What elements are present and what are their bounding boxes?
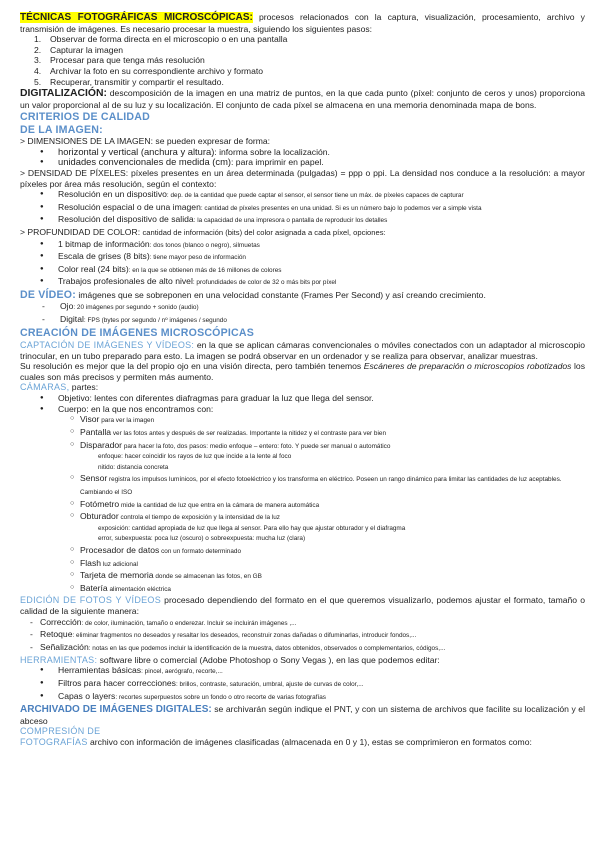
compresion-paragraph: FOTOGRAFÍAS archivo con información de imágenes clasificadas (almacenada en 0 y 1), estas se comprimieron en formatos como: bbox=[20, 737, 532, 748]
cuerpo-list bbox=[20, 414, 585, 595]
densidad-paragraph: > DENSIDAD DE PÍXELES: píxeles presentes en un área determinada (pulgadas) = ppp o ppi. La densidad nos conduce a la resolución: a mayor píxeles por área más resolución, según el contexto: bbox=[20, 167, 585, 189]
list-item: ● Cuerpo: en la que nos encontramos con: bbox=[20, 404, 585, 415]
list-item: ● Trabajos profesionales de alto nivel: profundidades de color de 32 o más bits por píxel bbox=[20, 276, 585, 289]
intro-text: procesos relacionados con la captura, visualización, procesamiento, archivo y transmisión de imágenes. Es necesario procesar la muestra, siguiendo los siguientes pasos: bbox=[20, 12, 585, 34]
video-paragraph: DE VÍDEO: imágenes que se sobreponen en una velocidad constante (Frames Per Second) y así creando crecimiento. bbox=[20, 288, 486, 301]
compresion-title-1: COMPRESIÓN DE bbox=[20, 726, 101, 737]
list-item: ● Resolución en un dispositivo: dep. de la cantidad que puede captar el sensor, el sensor tiene un máx. de píxeles capaces de capturar bbox=[20, 189, 585, 202]
resolucion-paragraph: Su resolución es mejor que la del propio ojo en una visión directa, pero también tenemos Escáneres de preparación o microscopios robotizados los cuales son más precisos y permiten más aumento. bbox=[20, 361, 586, 382]
edicion-title: EDICIÓN DE FOTOS Y VÍDEOS bbox=[20, 595, 162, 606]
list-item: ● horizontal y vertical (anchura y altura): informa sobre la localización. bbox=[20, 147, 585, 158]
list-item: ● Resolución del dispositivo de salida: la capacidad de una impresora o pantalla de reproducir los detalles bbox=[20, 214, 585, 227]
list-item: ○ Visor para ver la imagen bbox=[20, 414, 585, 427]
digitalizacion-text: descomposición de la imagen en una matriz de puntos, en la que cada punto (píxel: conjunto de ceros y unos) proporciona un valor proporcional al de su luz y su localización. El conjunto de cada píxel se almacena en una memoria denominada mapa de bons. bbox=[20, 88, 585, 110]
herramientas-title: HERRAMIENTAS: bbox=[20, 654, 98, 665]
list-item: ● Capas o layers: recortes superpuestos sobre un fondo o otro recorte de varias fotografías bbox=[20, 691, 585, 704]
list-item: 2. Capturar la imagen bbox=[34, 44, 124, 55]
video-list bbox=[20, 301, 585, 326]
archivado-title: ARCHIVADO DE IMÁGENES DIGITALES: bbox=[20, 704, 212, 716]
camaras-paragraph: CÁMARAS, partes: bbox=[20, 382, 99, 393]
video-title: DE VÍDEO: bbox=[20, 288, 76, 301]
herramientas-list bbox=[20, 665, 585, 703]
captacion-paragraph: CAPTACIÓN DE IMÁGENES Y VÍDEOS: en la que se aplican cámaras convencionales o móviles conectados con un adaptador al microscopio trinocular, en un tubo preparado para esto. La imagen se podrá observar en un ordenador y se realiza para observar, analizar muestras. bbox=[20, 339, 585, 361]
list-item: ● 1 bitmap de información: dos tonos (blanco o negro), silmuetas bbox=[20, 239, 585, 252]
criterios-heading-1: CRITERIOS DE CALIDAD bbox=[20, 111, 150, 124]
list-item: - Ojo: 20 imágenes por segundo + sonido (audio) bbox=[20, 301, 585, 314]
profundidad-paragraph: > PROFUNDIDAD DE COLOR: cantidad de información (bits) del color asignada a cada píxel, opciones: bbox=[20, 226, 386, 237]
list-item: ○ Fotómetro mide la cantidad de luz que entra en la cámara de manera automática bbox=[20, 499, 585, 512]
intro-title: TÉCNICAS FOTOGRÁFICAS MICROSCÓPICAS: bbox=[20, 12, 253, 23]
list-item: ○ Pantalla ver las fotos antes y después de ser realizadas. Importante la nitidez y el contraste para ver bien bbox=[20, 427, 585, 440]
captacion-title: CAPTACIÓN DE IMÁGENES Y VÍDEOS: bbox=[20, 339, 195, 350]
compresion-title-2: FOTOGRAFÍAS bbox=[20, 737, 88, 748]
list-item: ○ Procesador de datos con un formato determinado bbox=[20, 545, 585, 558]
list-item: 4. Archivar la foto en su correspondiente archivo y formato bbox=[34, 65, 264, 76]
digitalizacion-paragraph bbox=[20, 88, 585, 110]
list-item: ● Filtros para hacer correcciones: brillos, contraste, saturación, umbral, ajuste de curvas de color,... bbox=[20, 678, 585, 691]
dimensiones-lead: > DIMENSIONES DE LA IMAGEN: se pueden expresar de forma: bbox=[20, 136, 271, 147]
steps-list bbox=[20, 34, 585, 87]
archivado-paragraph: ARCHIVADO DE IMÁGENES DIGITALES: se archivarán según indique el PNT, y con un sistema de archivos que facilite su localización y el abceso bbox=[20, 704, 585, 726]
digitalizacion-title: DIGITALIZACIÓN: bbox=[20, 88, 107, 100]
criterios-heading-2: DE LA IMAGEN: bbox=[20, 123, 103, 136]
list-item: ● Objetivo: lentes con diferentes diafragmas para graduar la luz que llega del sensor. bbox=[20, 393, 585, 404]
list-item: ● unidades convencionales de medida (cm): para imprimir en papel. bbox=[20, 157, 585, 168]
list-item: ● Escala de grises (8 bits): tiene mayor peso de información bbox=[20, 251, 585, 264]
list-item: ○ Flash luz adicional bbox=[20, 558, 585, 571]
camaras-title: CÁMARAS, bbox=[20, 382, 70, 393]
edicion-list bbox=[20, 617, 585, 655]
camaras-list bbox=[20, 393, 585, 414]
creacion-heading: CREACIÓN DE IMÁGENES MICROSCÓPICAS bbox=[20, 327, 254, 340]
list-item: ● Resolución espacial o de una imagen: cantidad de píxeles presentes en una unidad. Si es un número bajo lo podemos ver a simple vista bbox=[20, 202, 585, 215]
densidad-list bbox=[20, 189, 585, 227]
intro-paragraph bbox=[20, 12, 585, 34]
list-item: - Digital: FPS (bytes por segundo / nº imágenes / segundo bbox=[20, 314, 585, 327]
list-item: ● Color real (24 bits): en la que se obtienen más de 16 millones de colores bbox=[20, 264, 585, 277]
edicion-paragraph: EDICIÓN DE FOTOS Y VÍDEOS procesado dependiendo del formato en el que queremos visualizarlo, podemos ajustar el formato, tamaño o calidad de la siguiente manera: bbox=[20, 595, 586, 617]
profundidad-list bbox=[20, 239, 585, 289]
list-item: ○ Tarjeta de memoria donde se almacenan las fotos, en GB bbox=[20, 570, 585, 583]
herramientas-paragraph: HERRAMIENTAS: software libre o comercial (Adobe Photoshop o Sony Vegas ), en las que podemos editar: bbox=[20, 654, 440, 665]
list-item: 1. Observar de forma directa en el microscopio o en una pantalla bbox=[34, 34, 288, 45]
list-item: 3. Procesar para que tenga más resolución bbox=[34, 55, 205, 66]
list-item: ○ Sensor registra los impulsos lumínicos, por el efecto fotoeléctrico y los transforma en eléctrico. Poseen un rango dinámico para limitar las cantidades de luz aceptables. Cambiando el ISO bbox=[20, 473, 585, 498]
list-item: ● Herramientas básicas: pincel, aerógrafo, recorte,... bbox=[20, 665, 585, 678]
dimensiones-list bbox=[20, 147, 585, 168]
document-page bbox=[20, 12, 585, 748]
list-item: - Corrección: de color, iluminación, tamaño o enderezar. Incluir se incluirán imágenes ,... bbox=[20, 617, 585, 630]
list-item: - Retoque: eliminar fragmentos no deseados y resaltar los deseados, reconstruir zonas dañadas o difuminarlas, introducir fondos,... bbox=[20, 629, 585, 642]
list-item: ○ Obturador controla el tiempo de exposición y la intensidad de la luz exposición: cantidad apropiada de luz que llega al sensor. Para ello hay que ajustar obturador y el diafragma error, subexpuesta: poca luz (oscuro) o sobreexpuesta: mucha luz (clara) bbox=[20, 511, 585, 545]
list-item: ○ Disparador para hacer la foto, dos pasos: medio enfoque – entero: foto. Y puede ser manual o automático enfoque: hacer coincidir los rayos de luz que incide a la lente al foco nitido: distancia concreta bbox=[20, 440, 585, 474]
list-item: ○ Batería alimentación eléctrica bbox=[20, 583, 585, 596]
list-item: - Señalización: notas en las que podemos incluir la identificación de la muestra, datos obtenidos, observados o complementarios, códigos,... bbox=[20, 642, 585, 655]
list-item: 5. Recuperar, transmitir y compartir el resultado. bbox=[34, 76, 224, 87]
